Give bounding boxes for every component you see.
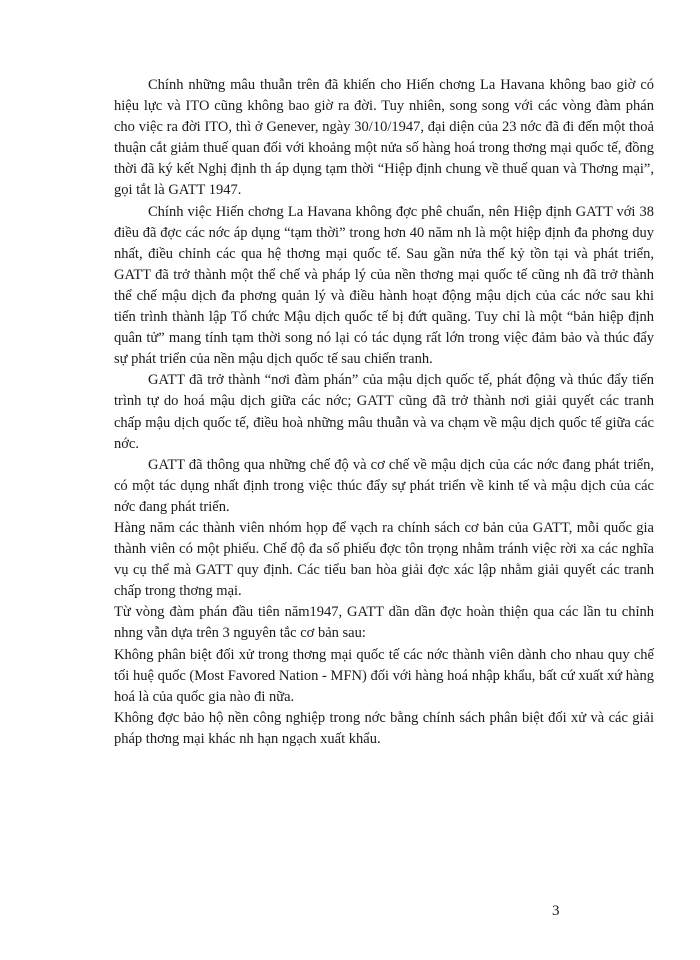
paragraph-principle-no-protection: Không đợc bảo hộ nền công nghiệp trong nớc bằng chính sách phân biệt đối xử và các giải pháp thơng mại khác nh hạn ngạch xuất khẩu. [114, 709, 654, 747]
paragraph-gatt-negotiation-forum: GATT đã trở thành “nơi đàm phán” của mậu dịch quốc tế, phát động và thúc đẩy tiến trình tự do hoá mậu dịch giữa các nớc; GATT cũng đã trở thành nơi giải quyết các tranh chấp mậu dịch quốc tế, điều hoà những mâu thuẫn và va chạm về mậu dịch quốc tế giữa các nớc. [114, 372, 654, 452]
paragraph-annual-meetings: Hàng năm các thành viên nhóm họp để vạch ra chính sách cơ bản của GATT, mỗi quốc gia thành viên có một phiếu. Chế độ đa số phiếu đợc tôn trọng nhằm tránh việc rời xa các nghĩa vụ cụ thể mà GATT quy định. Các tiểu ban hòa giải đợc xác lập nhằm giải quyết các tranh chấp trong thơng mại. [114, 519, 654, 600]
paragraph-basic-principles-intro: Từ vòng đàm phán đầu tiên năm1947, GATT dần dần đợc hoàn thiện qua các lần tu chỉnh nhng vẫn dựa trên 3 nguyên tắc cơ bản sau: [114, 604, 654, 642]
paragraph-principle-non-discrimination: Không phân biệt đối xử trong thơng mại quốc tế các nớc thành viên dành cho nhau quy chế tối huệ quốc (Most Favored Nation - MFN) đối với hàng hoá nhập khẩu, bất cứ xuất xứ hàng hoá là của quốc gia nào đi nữa. [114, 646, 654, 705]
paragraph-gatt-developing-countries: GATT đã thông qua những chế độ và cơ chế về mậu dịch của các nớc đang phát triển, có một tác dụng nhất định trong việc thúc đẩy sự phát triển về kinh tế và mậu dịch của các nớc đang phát triển. [114, 456, 654, 515]
document-body [114, 75, 654, 750]
page-number: 3 [552, 903, 560, 919]
paragraph-gatt-temporary-application: Chính việc Hiến chơng La Havana không đợc phê chuẩn, nên Hiệp định GATT với 38 điều đã đợc các nớc áp dụng “tạm thời” trong hơn 40 năm nh là một hiệp định đa phơng duy nhất, điều chỉnh các qua hệ thơng mại quốc tế. Sau gần nửa thế kỷ tồn tại và phát triển, GATT đã trở thành một thể chế và pháp lý của nền thơng mại quốc tế cũng nh đã trở thành thể chế mậu dịch đa phơng quản lý và điều hành hoạt động mậu dịch của các nớc sau khi tiến trình thành lập Tổ chức Mậu dịch quốc tế bị đứt quãng. Tuy chỉ là một “bản hiệp định quân tử” mang tính tạm thời song nó lại có tác dụng rất lớn trong việc đảm bảo và thúc đẩy sự phát triển của nền mậu dịch quốc tế sau chiến tranh. [114, 203, 654, 368]
paragraph-havana-charter-failure: Chính những mâu thuẫn trên đã khiến cho Hiến chơng La Havana không bao giờ có hiệu lực và ITO cũng không bao giờ ra đời. Tuy nhiên, song song với các vòng đàm phán cho việc ra đời ITO, thì ở Genever, ngày 30/10/1947, đại diện của 23 nớc đã đi đến một thoả thuận cắt giảm thuế quan đối với khoảng một nửa số hàng hoá trong thơng mại quốc tế, đồng thời đã ký kết Nghị định th áp dụng tạm thời “Hiệp định chung về thuế quan và Thơng mại”, gọi tắt là GATT 1947. [114, 77, 654, 199]
